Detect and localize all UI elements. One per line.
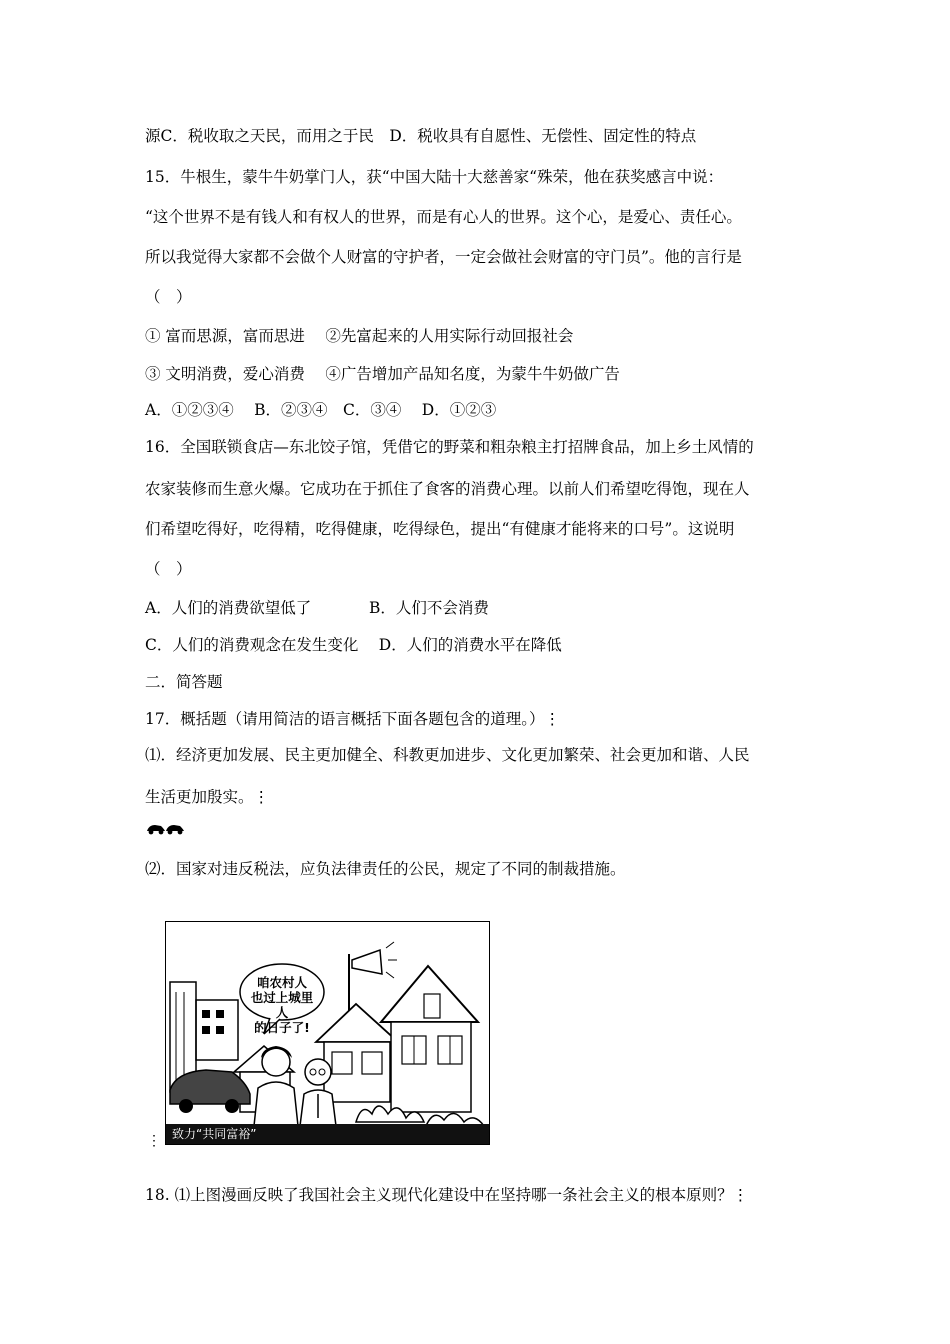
cartoon-drawing	[166, 922, 490, 1145]
vertical-dots: ⋮	[147, 1133, 161, 1149]
choices-line: C．人们的消费观念在发生变化 D．人们的消费水平在降低	[145, 636, 562, 654]
question-15: 15．牛根生，蒙牛牛奶掌门人，获“中国大陆十大慈善家“殊荣，他在获奖感言中说：	[145, 168, 724, 186]
option-line: ③ 文明消费，爱心消费 ④广告增加产品知名度，为蒙牛牛奶做广告	[145, 365, 620, 383]
text-line: 所以我觉得大家都不会做个人财富的守护者，一定会做社会财富的守门员”。他的言行是	[145, 248, 742, 266]
answer-bracket: （ ）	[145, 288, 192, 306]
cartoon-image	[165, 921, 490, 1145]
choice-a: A．人们的消费欲望低了	[145, 599, 312, 617]
text-line: 们希望吃得好，吃得精，吃得健康，吃得绿色，提出“有健康才能将来的口号”。这说明	[145, 520, 735, 538]
question-17: 17．概括题（请用简洁的语言概括下面各题包含的道理。）⋮	[145, 710, 560, 728]
section-heading: 二．简答题	[145, 673, 223, 691]
speech-bubble-text: 咱农村人 也过上城里人 的日子了!	[250, 975, 314, 1035]
text-line: “这个世界不是有钱人和有权人的世界，而是有心人的世界。这个心，是爱心、责任心。	[145, 208, 742, 226]
question-18: 18. ⑴上图漫画反映了我国社会主义现代化建设中在坚持哪一条社会主义的根本原则？⋮	[145, 1186, 749, 1204]
text-line: 源C．税收取之天民，而用之于民 D．税收具有自愿性、无偿性、固定性的特点	[145, 127, 697, 145]
answer-bracket: （ ）	[145, 560, 192, 578]
text-line: 生活更加殷实。⋮	[145, 788, 270, 806]
text-line: ⑴．经济更加发展、民主更加健全、科教更加进步、文化更加繁荣、社会更加和谐、人民	[145, 746, 750, 764]
text-line: ⑵．国家对违反税法，应负法律责任的公民，规定了不同的制裁措施。	[145, 860, 626, 878]
caption-bar	[166, 1124, 489, 1144]
text-line: 农家装修而生意火爆。它成功在于抓住了食客的消费心理。以前人们希望吃得饱，现在人	[145, 480, 750, 498]
car-icon	[145, 822, 187, 836]
choice-b: B．人们不会消费	[369, 599, 489, 617]
cartoon-caption: 致力“共同富裕”	[172, 1127, 257, 1141]
question-16: 16．全国联锁食店—东北饺子馆，凭借它的野菜和粗杂粮主打招牌食品，加上乡土风情的	[145, 438, 754, 456]
option-line: ① 富而思源，富而思进 ②先富起来的人用实际行动回报社会	[145, 327, 574, 345]
choices-line: A．①②③④ B．②③④ C．③④ D．①②③	[145, 401, 497, 419]
